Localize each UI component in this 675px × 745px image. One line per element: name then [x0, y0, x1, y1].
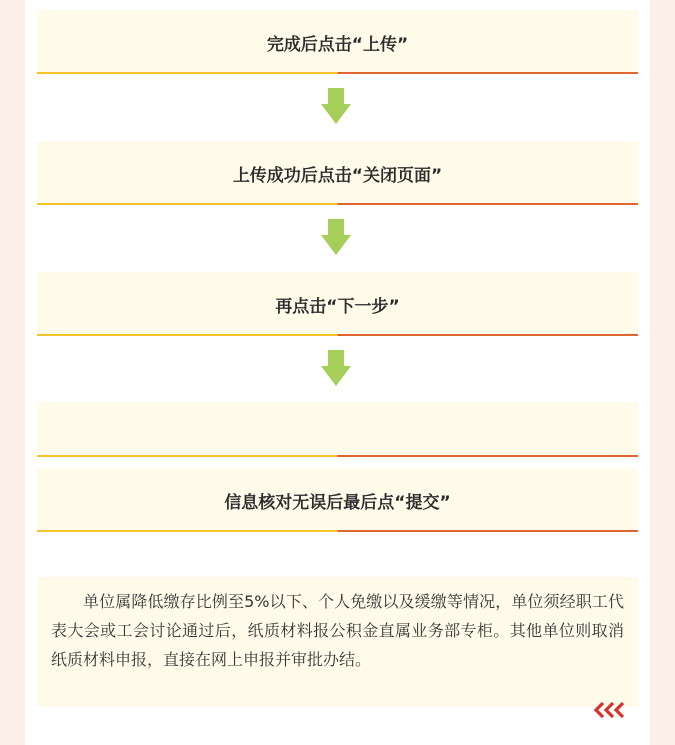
step-box-close-page: [37, 141, 638, 205]
step-divider: [37, 203, 638, 205]
down-arrow-icon: [321, 219, 351, 255]
step-divider: [37, 72, 638, 74]
step-label: 再点击“下一步”: [275, 296, 400, 317]
note-paragraph: 单位属降低缴存比例至5%以下、个人免缴以及缓缴等情况，单位须经职工代表大会或工会讨论通过后，纸质材料报公积金直属业务部专柜。其他单位则取消纸质材料申报，直接在网上申报并审批办结。: [37, 577, 638, 707]
down-arrow-icon: [321, 88, 351, 124]
step-divider: [37, 334, 638, 336]
step-box-empty: [37, 402, 638, 457]
step-divider: [37, 530, 638, 532]
step-divider: [37, 455, 638, 457]
article-page: [25, 0, 650, 745]
step-box-submit: [37, 468, 638, 532]
triple-chevron-left-icon[interactable]: [593, 700, 629, 720]
step-label: 完成后点击“上传”: [266, 34, 409, 55]
down-arrow-icon: [321, 350, 351, 386]
step-label: 信息核对无误后最后点“提交”: [224, 492, 451, 513]
step-label: 上传成功后点击“关闭页面”: [232, 165, 443, 186]
step-box-next: [37, 272, 638, 336]
step-box-upload: [37, 10, 638, 74]
